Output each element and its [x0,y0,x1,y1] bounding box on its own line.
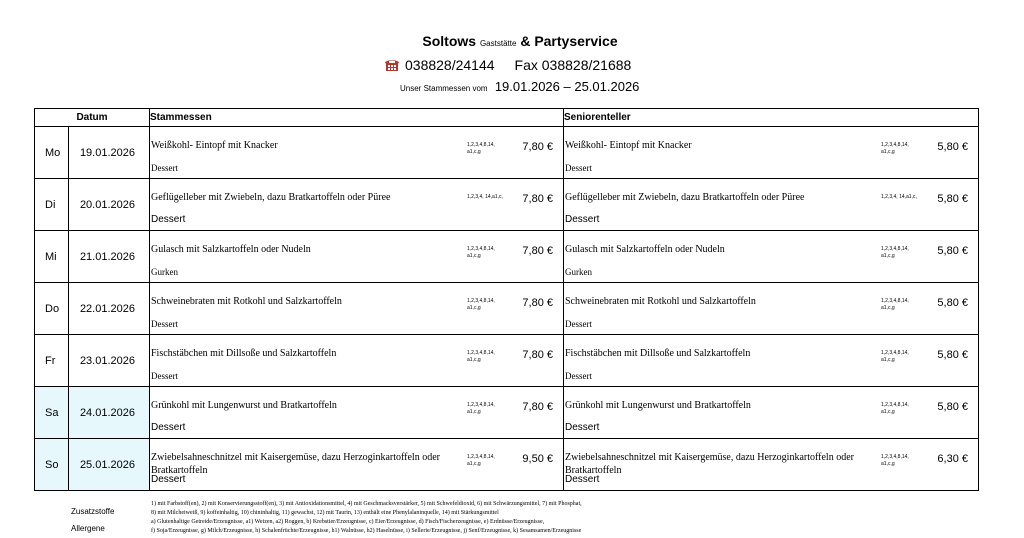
weekday-cell: Do [35,283,69,335]
stammessen-dish: Gulasch mit Salzkartoffeln oder Nudeln [151,244,311,255]
seniorenteller-price: 5,80 € [937,401,968,413]
seniorenteller-price: 5,80 € [937,193,968,205]
footer-labels [71,503,114,537]
legend-line: a) Glutenhaltige Getreide/Erzeugnisse, a1) Weizen, a2) Roggen, b) Krebstier/Erzeugnisse, c) Eier/Erzeugnisse, d) Fisch/Fischerzeugnisse, e) Erdnüsse/Erzeugnisse, [151,519,545,525]
seniorenteller-additive-codes: 1,2,3,4, 14,a1,c, [881,194,917,200]
seniorenteller-side: Dessert [565,163,592,173]
seniorenteller-dish: Schweinebraten mit Rotkohl und Salzkartoffeln [565,296,756,307]
seniorenteller-cell [564,179,979,231]
date-cell: 20.01.2026 [69,179,150,231]
seniorenteller-cell [564,283,979,335]
seniorenteller-side: Dessert [565,214,600,225]
fax-number: Fax 038828/21688 [514,57,632,73]
seniorenteller-side: Dessert [565,422,600,433]
seniorenteller-dish: Geflügelleber mit Zwiebeln, dazu Bratkartoffeln oder Püree [565,192,805,203]
seniorenteller-additive-codes: 1,2,3,4,8,14, a1,c,g [881,454,909,467]
date-cell: 22.01.2026 [69,283,150,335]
restaurant-subtitle: Gaststätte [479,39,517,48]
weekday-cell: Fr [35,335,69,387]
table-header-row [35,109,979,127]
stammessen-cell [150,127,564,179]
column-header-stammessen: Stammessen [150,109,564,127]
seniorenteller-side: Gurken [565,267,592,277]
restaurant-suffix: & Partyservice [520,33,618,49]
seniorenteller-dish: Grünkohl mit Lungenwurst und Bratkartoffeln [565,400,751,411]
seniorenteller-additive-codes: 1,2,3,4,8,14, a1,c,g [881,350,909,363]
restaurant-name: Soltows [422,33,477,49]
stammessen-additive-codes: 1,2,3,4,8,14, a1,c,g [467,142,495,155]
seniorenteller-additive-codes: 1,2,3,4,8,14, a1,c,g [881,402,909,415]
seniorenteller-additive-codes: 1,2,3,4,8,14, a1,c,g [881,298,909,311]
stammessen-side: Dessert [151,474,186,485]
date-range-line [400,79,639,94]
stammessen-price: 7,80 € [522,349,553,361]
stammessen-price: 7,80 € [522,401,553,413]
table-row [35,283,979,335]
stammessen-additive-codes: 1,2,3,4,8,14, a1,c,g [467,402,495,415]
date-range: 19.01.2026 – 25.01.2026 [494,79,640,94]
seniorenteller-cell [564,439,979,491]
date-cell: 19.01.2026 [69,127,150,179]
table-row [35,127,979,179]
stammessen-side: Dessert [151,371,178,381]
seniorenteller-price: 5,80 € [937,245,968,257]
seniorenteller-cell [564,335,979,387]
seniorenteller-dish: Fischstäbchen mit Dillsoße und Salzkartoffeln [565,348,751,359]
table-row [35,335,979,387]
table-row [35,231,979,283]
seniorenteller-side: Dessert [565,371,592,381]
stammessen-side: Gurken [151,267,178,277]
stammessen-cell [150,283,564,335]
seniorenteller-dish: Weißkohl- Eintopf mit Knacker [565,140,692,151]
stammessen-additive-codes: 1,2,3,4,8,14, a1,c,g [467,350,495,363]
weekday-cell: Mi [35,231,69,283]
stammessen-cell [150,387,564,439]
weekday-cell: So [35,439,69,491]
stammessen-price: 7,80 € [522,193,553,205]
seniorenteller-side: Dessert [565,474,600,485]
stammessen-additive-codes: 1,2,3,4,8,14, a1,c,g [467,246,495,259]
contact-line [385,57,631,73]
seniorenteller-price: 5,80 € [937,141,968,153]
stammessen-price: 7,80 € [522,245,553,257]
range-prefix: Unser Stammessen vom [400,84,488,93]
stammessen-cell [150,335,564,387]
column-header-datum: Datum [35,109,150,127]
table-row [35,387,979,439]
legend-line: 1) mit Farbstoff(en), 2) mit Konservierungsstoff(en), 3) mit Antioxidationsmittel, 4) mit Geschmacksverstärker, 5) mit Schwefeldioxid, 6) mit Schwärzungsmittel, 7) mit Phosphat, [151,501,582,507]
seniorenteller-price: 5,80 € [937,349,968,361]
stammessen-side: Dessert [151,319,178,329]
stammessen-side: Dessert [151,163,178,173]
stammessen-dish: Grünkohl mit Lungenwurst und Bratkartoffeln [151,400,337,411]
seniorenteller-cell [564,127,979,179]
seniorenteller-price: 5,80 € [937,297,968,309]
seniorenteller-dish: Gulasch mit Salzkartoffeln oder Nudeln [565,244,725,255]
seniorenteller-cell [564,387,979,439]
stammessen-price: 7,80 € [522,141,553,153]
seniorenteller-price: 6,30 € [937,453,968,465]
stammessen-additive-codes: 1,2,3,4,8,14, a1,c,g [467,454,495,467]
date-cell: 23.01.2026 [69,335,150,387]
phone-number: 038828/24144 [405,57,495,73]
stammessen-dish: Weißkohl- Eintopf mit Knacker [151,140,278,151]
stammessen-dish: Geflügelleber mit Zwiebeln, dazu Bratkartoffeln oder Püree [151,192,391,203]
weekday-cell: Di [35,179,69,231]
seniorenteller-cell [564,231,979,283]
date-cell: 25.01.2026 [69,439,150,491]
stammessen-side: Dessert [151,214,186,225]
weekday-cell: Mo [35,127,69,179]
footer-legend [151,500,791,536]
stammessen-additive-codes: 1,2,3,4,8,14, a1,c,g [467,298,495,311]
stammessen-side: Dessert [151,422,186,433]
seniorenteller-side: Dessert [565,319,592,329]
seniorenteller-additive-codes: 1,2,3,4,8,14, a1,c,g [881,142,909,155]
seniorenteller-dish: Zwiebelsahneschnitzel mit Kaisergemüse, dazu Herzoginkartoffeln oder Bratkartoffeln [565,452,854,476]
label-allergene: Allergene [71,524,105,533]
stammessen-price: 9,50 € [522,453,553,465]
stammessen-additive-codes: 1,2,3,4, 14,a1,c, [467,194,503,200]
stammessen-dish: Schweinebraten mit Rotkohl und Salzkartoffeln [151,296,342,307]
table-row [35,179,979,231]
stammessen-dish: Fischstäbchen mit Dillsoße und Salzkartoffeln [151,348,337,359]
date-cell: 21.01.2026 [69,231,150,283]
restaurant-title [0,33,1024,49]
stammessen-cell [150,231,564,283]
weekday-cell: Sa [35,387,69,439]
legend-line: 8) mit Milcheiweiß, 9) koffeinhaltig, 10) chininhaltig, 11) gewachst, 12) mit Taurin, 13) enthält eine Phenylalaninquelle, 14) mit Stärkungsmittel [151,510,499,516]
telephone-icon [385,58,399,72]
stammessen-price: 7,80 € [522,297,553,309]
label-zusatzstoffe: Zusatzstoffe [71,507,115,516]
stammessen-cell [150,179,564,231]
seniorenteller-additive-codes: 1,2,3,4,8,14, a1,c,g [881,246,909,259]
stammessen-cell [150,439,564,491]
stammessen-dish: Zwiebelsahneschnitzel mit Kaisergemüse, dazu Herzoginkartoffeln oder Bratkartoffeln [151,452,440,476]
legend-line: f) Soja/Erzeugnisse, g) Milch/Erzeugnisse, h) Schalenfrüchte/Erzeugnisse, h1) Walnüsse, h2) Haselnüsse, i) Sellerie/Erzeugnisse, j) Senf/Erzeugnisse, k) Sesamsamen/Erzeugnisse [151,528,582,534]
date-cell: 24.01.2026 [69,387,150,439]
column-header-seniorenteller: Seniorenteller [564,109,979,127]
table-row [35,439,979,491]
menu-table [34,108,979,491]
